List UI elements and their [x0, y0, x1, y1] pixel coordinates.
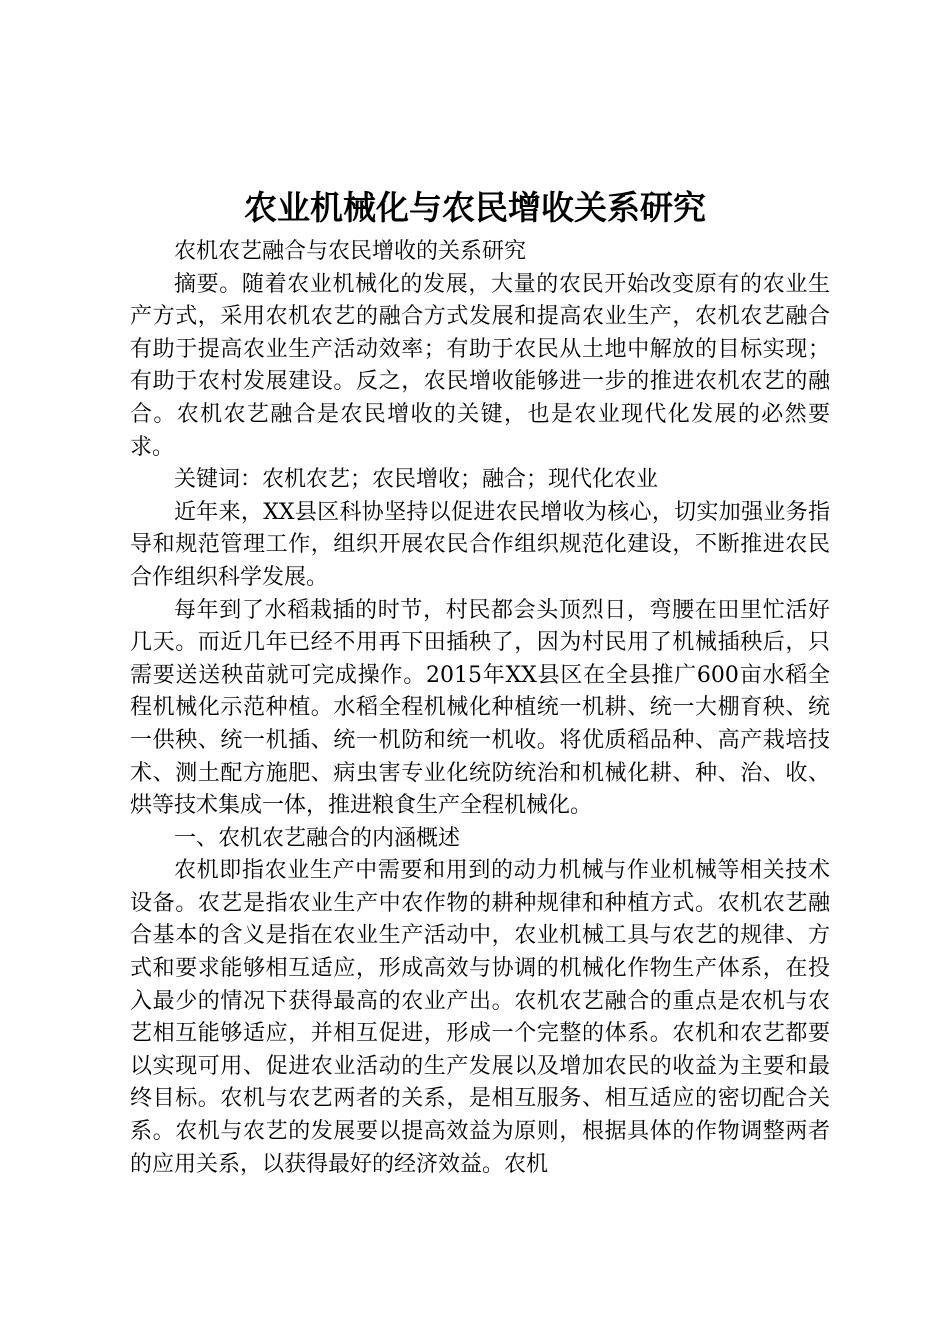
subtitle-paragraph: 农机农艺融合与农民增收的关系研究 — [174, 239, 527, 264]
body-paragraph: 农机即指农业生产中需要和用到的动力机械与作业机械等相关技术设备。农艺是指农业生产中农作物的耕种规律和种植方式。农机农艺融合基本的含义是指在农业生产活动中，农业机械工具与农艺的规律、方式和要求能够相互适应，形成高效与协调的机械化作物生产体系，在投入最少的情况下获得最高的农业产出。农机农艺融合的重点是农机与农艺相互能够适应，并相互促进，形成一个完整的体系。农机和农艺都要以实现可用、促进农业活动的生产发展以及增加农民的收益为主要和最终目标。农机与农艺两者的关系，是相互服务、相互适应的密切配合关系。农机与农艺的发展要以提高效益为原则，根据具体的作物调整两者的应用关系，以获得最好的经济效益。农机 — [130, 858, 830, 1177]
body-paragraph: 每年到了水稻栽插的时节，村民都会头顶烈日，弯腰在田里忙活好几天。而近几年已经不用再下田插秧了，因为村民用了机械插秧后，只需要送送秧苗就可完成操作。2015年XX县区在全县推广600亩水稻全程机械化示范种植。水稻全程机械化种植统一机耕、统一大棚育秧、统一供秧、统一机插、统一机防和统一机收。将优质稻品种、高产栽培技术、测土配方施肥、病虫害专业化统防统治和机械化耕、种、治、收、烘等技术集成一体，推进粮食生产全程机械化。 — [130, 597, 830, 819]
document-body — [130, 236, 830, 1181]
document-title: 农业机械化与农民增收关系研究 — [244, 188, 706, 227]
section-heading: 一、农机农艺融合的内涵概述 — [174, 825, 461, 851]
abstract-paragraph: 摘要。随着农业机械化的发展，大量的农民开始改变原有的农业生产方式，采用农机农艺的融合方式发展和提高农业生产，农机农艺融合有助于提高农业生产活动效率；有助于农民从土地中解放的目标实现；有助于农村发展建设。反之，农民增收能够进一步的推进农机农艺的融合。农机农艺融合是农民增收的关键，也是农业现代化发展的必然要求。 — [130, 271, 830, 460]
body-paragraph: 近年来，XX县区科协坚持以促进农民增收为核心，切实加强业务指导和规范管理工作，组织开展农民合作组织规范化建设，不断推进农民合作组织科学发展。 — [130, 499, 830, 590]
keywords-paragraph: 关键词：农机农艺；农民增收；融合；现代化农业 — [174, 467, 659, 493]
